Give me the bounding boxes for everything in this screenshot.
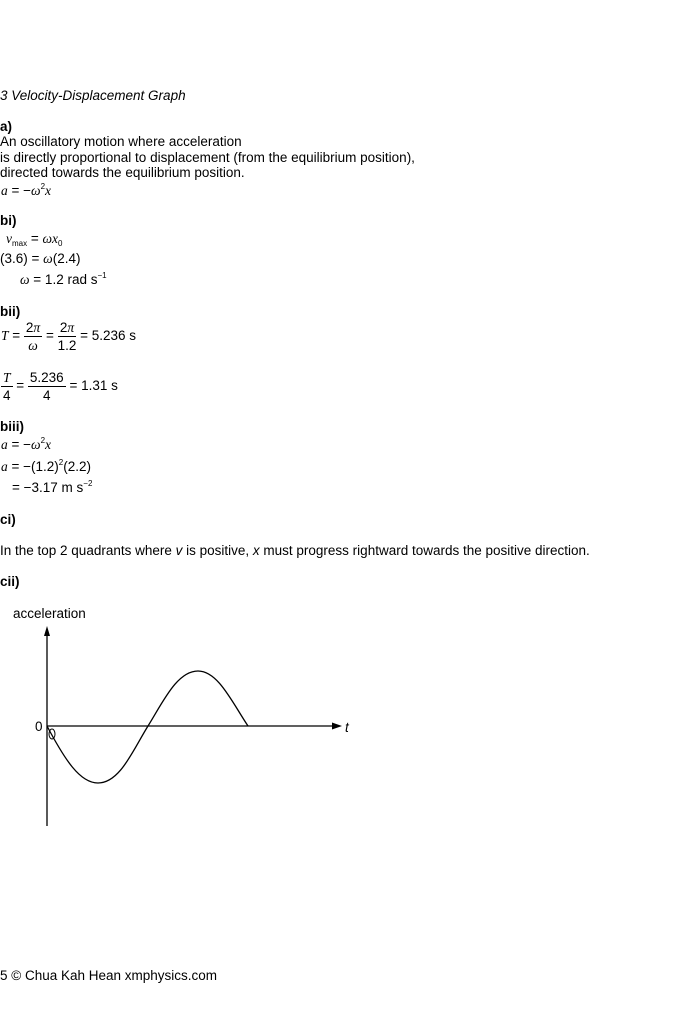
origin-label: 0 [35, 719, 43, 734]
section-title: 3 Velocity-Displacement Graph [0, 88, 186, 103]
part-ci-text: In the top 2 quadrants where v is positive, x must progress rightward towards the positive direction. [0, 543, 590, 558]
part-bi-eq3: ω = 1.2 rad $s^{-1}$ [20, 271, 107, 287]
part-biii-eq3: = −3.17 m $s^{-2}$ [12, 479, 93, 495]
footer: 5 © Chua Kah Hean xmphysics.com [0, 968, 218, 983]
part-biii-label: biii) [0, 419, 24, 434]
part-bii-period-eq: T = $\frac{2\pi}{\omega}$ = $\frac{2\pi}{1.2}$ = 5.236 s [1, 320, 137, 353]
part-ci-label: ci) [0, 512, 16, 527]
part-a-line2: is directly proportional to displacement (from the equilibrium position), [0, 150, 415, 165]
part-bii-label: bii) [0, 304, 21, 319]
acceleration-time-graph [0, 600, 380, 835]
part-a-line3: directed towards the equilibrium position. [0, 165, 245, 180]
acceleration-curve [47, 671, 248, 783]
part-cii-label: cii) [0, 574, 20, 589]
part-biii-eq2: $a = -(1.2)^2(2.2)$ [1, 458, 91, 474]
y-axis-arrowhead [44, 626, 50, 636]
part-bi-label: bi) [0, 213, 17, 228]
x-axis-arrowhead [332, 723, 342, 730]
part-bi-eq2: (3.6) = ω(2.4) [0, 251, 81, 266]
y-axis-label: acceleration [13, 606, 86, 621]
part-a-equation: $a = -\omega^2x$ [1, 182, 52, 198]
part-a-line1: An oscillatory motion where acceleration [0, 134, 242, 149]
part-a-label: a) [0, 119, 13, 134]
part-bii-quarter-eq: $\frac{T}{4}$ = $\frac{5.236}{4}$ = 1.31 s [3, 370, 118, 403]
x-axis-label: t [345, 720, 349, 735]
part-bi-eq1: $v_{max} = \omega x_0$ [6, 231, 63, 248]
part-biii-eq1: $a = -\omega^2x$ [1, 436, 52, 452]
